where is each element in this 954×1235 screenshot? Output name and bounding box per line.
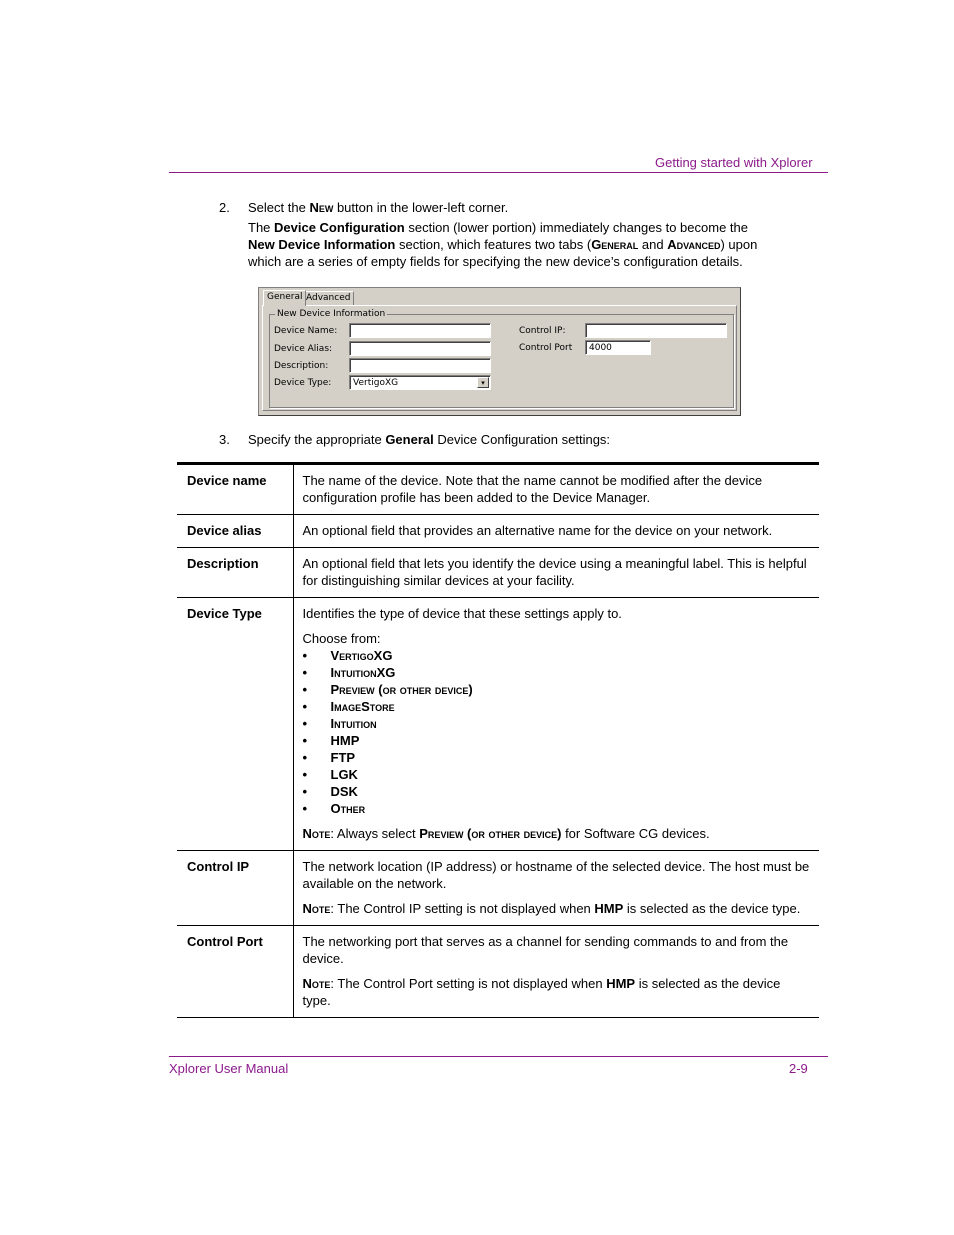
row-description: The networking port that serves as a channel for sending commands to and from the device. Note: The Control Port setting is not displayed when HMP is selected as the device type.	[293, 926, 819, 1018]
general-settings-table	[177, 462, 819, 1018]
list-item: • LGK	[303, 766, 812, 783]
row-label: Device name	[177, 464, 293, 515]
row-label: Description	[177, 548, 293, 598]
control-port-note: Note: The Control Port setting is not displayed when HMP is selected as the device type.	[302, 976, 781, 1008]
device-type-note: Note: Always select Preview (or other device) for Software CG devices.	[302, 826, 710, 841]
list-item: • IntuitionXG	[303, 664, 812, 681]
device-type-value: VertigoXG	[353, 378, 399, 388]
device-alias-input[interactable]	[349, 341, 491, 356]
table-row	[177, 464, 819, 515]
footer-manual-title: Xplorer User Manual	[169, 1061, 289, 1076]
control-port-label: Control Port	[519, 343, 573, 353]
tab-general[interactable]: General	[263, 290, 306, 306]
table-row	[177, 548, 819, 598]
control-port-value: 4000	[589, 343, 612, 353]
control-ip-note: Note: The Control IP setting is not displayed when HMP is selected as the device type.	[302, 901, 801, 916]
new-device-dialog	[258, 287, 741, 416]
footer-rule	[169, 1056, 828, 1057]
device-type-options	[303, 647, 812, 817]
device-type-label: Device Type:	[274, 378, 332, 388]
control-ip-label: Control IP:	[519, 326, 566, 336]
description-input[interactable]	[349, 358, 491, 373]
row-label: Device Type	[177, 598, 293, 851]
device-name-input[interactable]	[349, 323, 491, 338]
device-alias-label: Device Alias:	[274, 344, 333, 354]
step-2-number: 2.	[219, 200, 230, 215]
step-3-number: 3.	[219, 432, 230, 447]
row-description: Identifies the type of device that these settings apply to. Choose from: • VertigoXG • IntuitionXG • Preview (or other device) • ImageStore • Intuition • HMP • FTP • LGK • DSK • Other Note: Always select Preview (or other device) for Software CG devices.	[293, 598, 819, 851]
tab-advanced[interactable]: Advanced	[302, 291, 354, 305]
control-ip-input[interactable]	[585, 323, 727, 338]
table-row	[177, 598, 819, 851]
list-item: • ImageStore	[303, 698, 812, 715]
list-item: • Intuition	[303, 715, 812, 732]
row-description: The name of the device. Note that the name cannot be modified after the device configuration profile has been added to the Device Manager.	[293, 464, 819, 515]
row-description: An optional field that provides an alternative name for the device on your network.	[293, 515, 819, 548]
step-3-text: Specify the appropriate General Device Configuration settings:	[248, 432, 611, 447]
list-item: • VertigoXG	[303, 647, 812, 664]
running-header: Getting started with Xplorer	[655, 155, 813, 170]
chevron-down-icon[interactable]: ▾	[477, 377, 489, 388]
row-label: Control IP	[177, 851, 293, 926]
table-row	[177, 515, 819, 548]
step-2-text	[248, 199, 818, 270]
step-2-line: Select the New button in the lower-left corner.	[248, 200, 509, 215]
general-tab-panel	[262, 305, 737, 411]
header-rule	[169, 172, 828, 173]
row-description: An optional field that lets you identify the device using a meaningful label. This is helpful for distinguishing similar devices at your facility.	[293, 548, 819, 598]
list-item: • DSK	[303, 783, 812, 800]
control-port-input[interactable]	[585, 340, 651, 355]
description-label: Description:	[274, 361, 329, 371]
list-item: • Preview (or other device)	[303, 681, 812, 698]
list-item: • HMP	[303, 732, 812, 749]
row-description: The network location (IP address) or hostname of the selected device. The host must be available on the network. Note: The Control IP setting is not displayed when HMP is selected as the device type.	[293, 851, 819, 926]
device-type-select[interactable]	[349, 375, 491, 390]
row-label: Device alias	[177, 515, 293, 548]
page-number: 2-9	[789, 1061, 808, 1076]
device-name-label: Device Name:	[274, 326, 338, 336]
table-row	[177, 851, 819, 926]
list-item: • Other	[303, 800, 812, 817]
table-row	[177, 926, 819, 1018]
group-label: New Device Information	[277, 309, 386, 319]
row-label: Control Port	[177, 926, 293, 1018]
step-2-paragraph: The Device Configuration section (lower portion) immediately changes to become the New Device Information section, which features two tabs (General and Advanced) upon which are a series of empty fields for specifying the new device’s configuration details.	[248, 220, 758, 269]
list-item: • FTP	[303, 749, 812, 766]
